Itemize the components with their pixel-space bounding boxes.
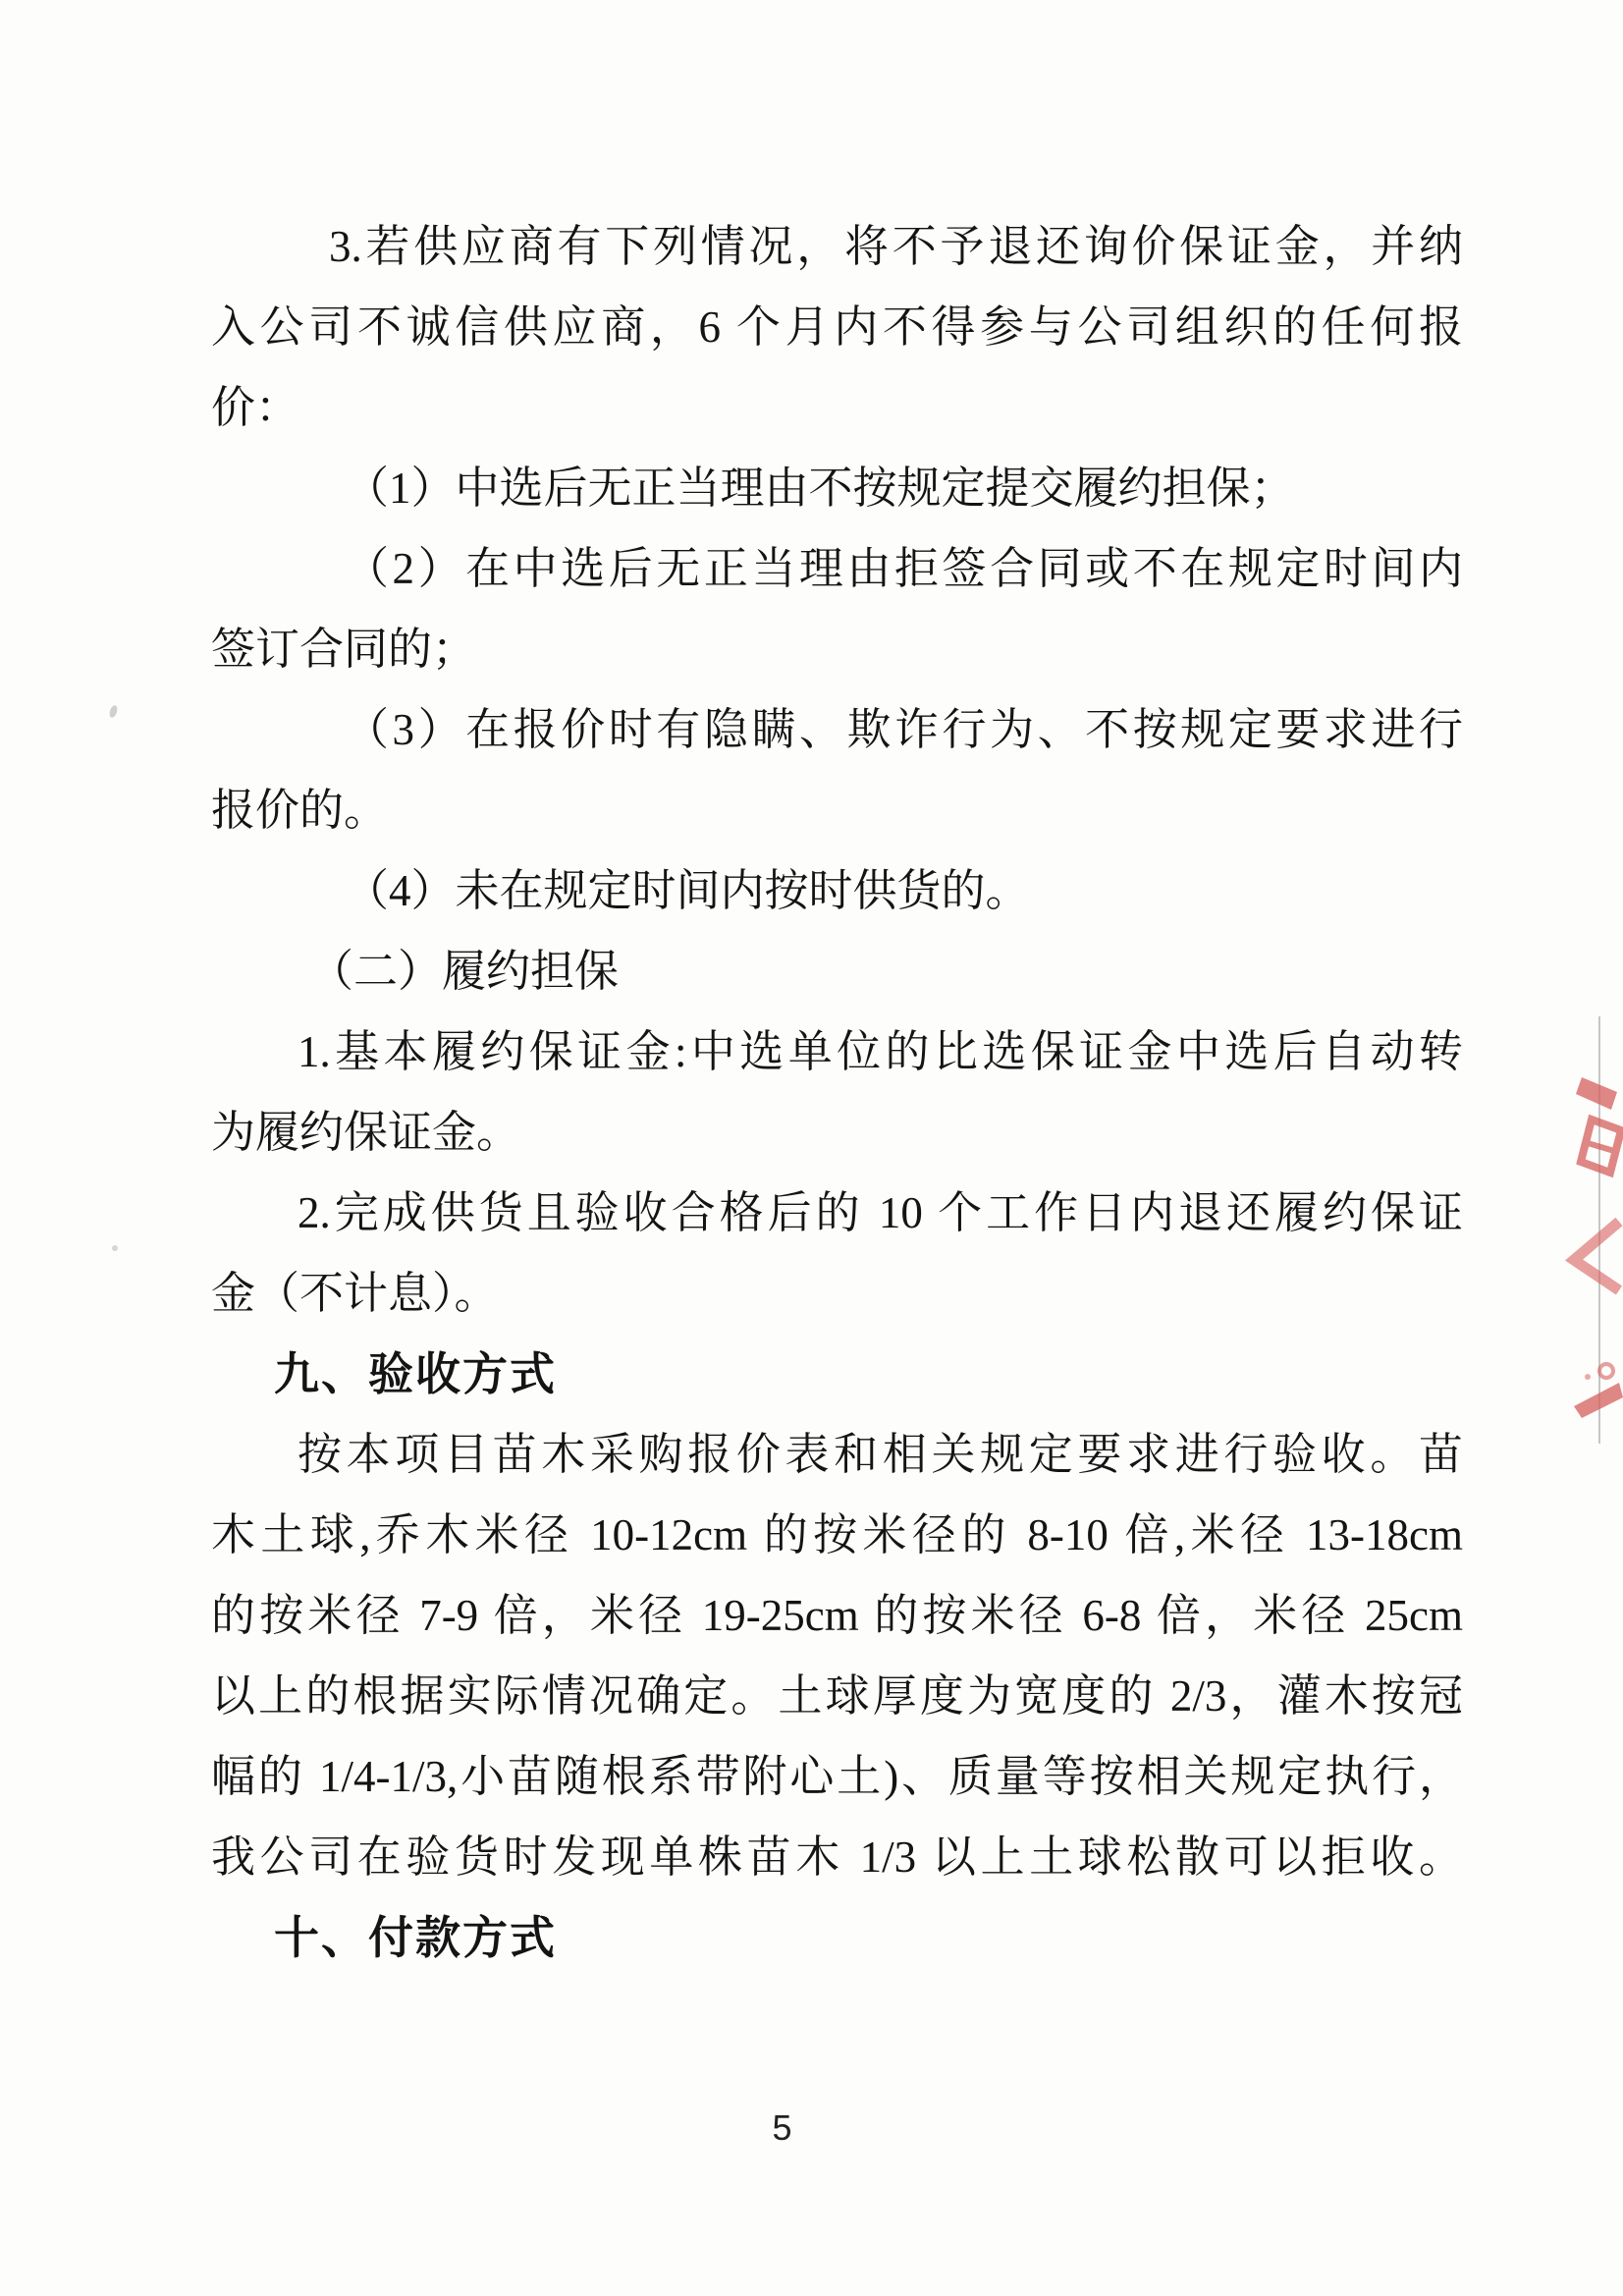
doc-line: 按本项目苗木采购报价表和相关规定要求进行验收。苗 [298, 1430, 1463, 1479]
subsection-title-performance-guarantee: （二）履约担保 [309, 947, 620, 996]
doc-line-item-3: （3）在报价时有隐瞒、欺诈行为、不按规定要求进行 [345, 705, 1463, 754]
doc-line: 1.基本履约保证金:中选单位的比选保证金中选后自动转 [298, 1027, 1463, 1076]
doc-line: 为履约保证金。 [211, 1108, 521, 1157]
doc-line: 以上的根据实际情况确定。土球厚度为宽度的 2/3，灌木按冠 [211, 1671, 1463, 1721]
doc-line-item-1: （1）中选后无正当理由不按规定提交履约担保； [345, 464, 1295, 513]
heading-acceptance-method: 九、验收方式 [274, 1348, 557, 1399]
doc-line: 报价的。 [211, 786, 389, 835]
doc-line-item-2: （2）在中选后无正当理由拒签合同或不在规定时间内 [345, 544, 1463, 593]
page-number: 5 [772, 2107, 792, 2148]
doc-line: 金（不计息）。 [211, 1269, 499, 1318]
heading-payment-method: 十、付款方式 [274, 1912, 557, 1963]
doc-line: 2.完成供货且验收合格后的 10 个工作日内退还履约保证 [298, 1188, 1463, 1237]
doc-line: 3.若供应商有下列情况，将不予退还询价保证金，并纳 [329, 222, 1463, 271]
doc-line: 木土球,乔木米径 10-12cm 的按米径的 8-10 倍,米径 13-18cm [211, 1510, 1463, 1559]
doc-line: 价： [211, 383, 300, 432]
document-body [211, 206, 1463, 1978]
scan-speck [112, 1245, 118, 1251]
doc-line: 入公司不诚信供应商，6 个月内不得参与公司组织的任何报 [211, 302, 1463, 352]
red-stamp-fragment-icon [1554, 1021, 1623, 1444]
doc-line: 签订合同的； [211, 625, 477, 674]
doc-line-item-4: （4）未在规定时间内按时供货的。 [345, 866, 1030, 915]
doc-line: 的按米径 7-9 倍，米径 19-25cm 的按米径 6-8 倍，米径 25cm [211, 1591, 1463, 1640]
doc-line: 我公司在验货时发现单株苗木 1/3 以上土球松散可以拒收。 [211, 1832, 1463, 1882]
doc-line: 幅的 1/4-1/3,小苗随根系带附心土)、质量等按相关规定执行， [211, 1752, 1463, 1801]
scan-speck [108, 704, 119, 719]
